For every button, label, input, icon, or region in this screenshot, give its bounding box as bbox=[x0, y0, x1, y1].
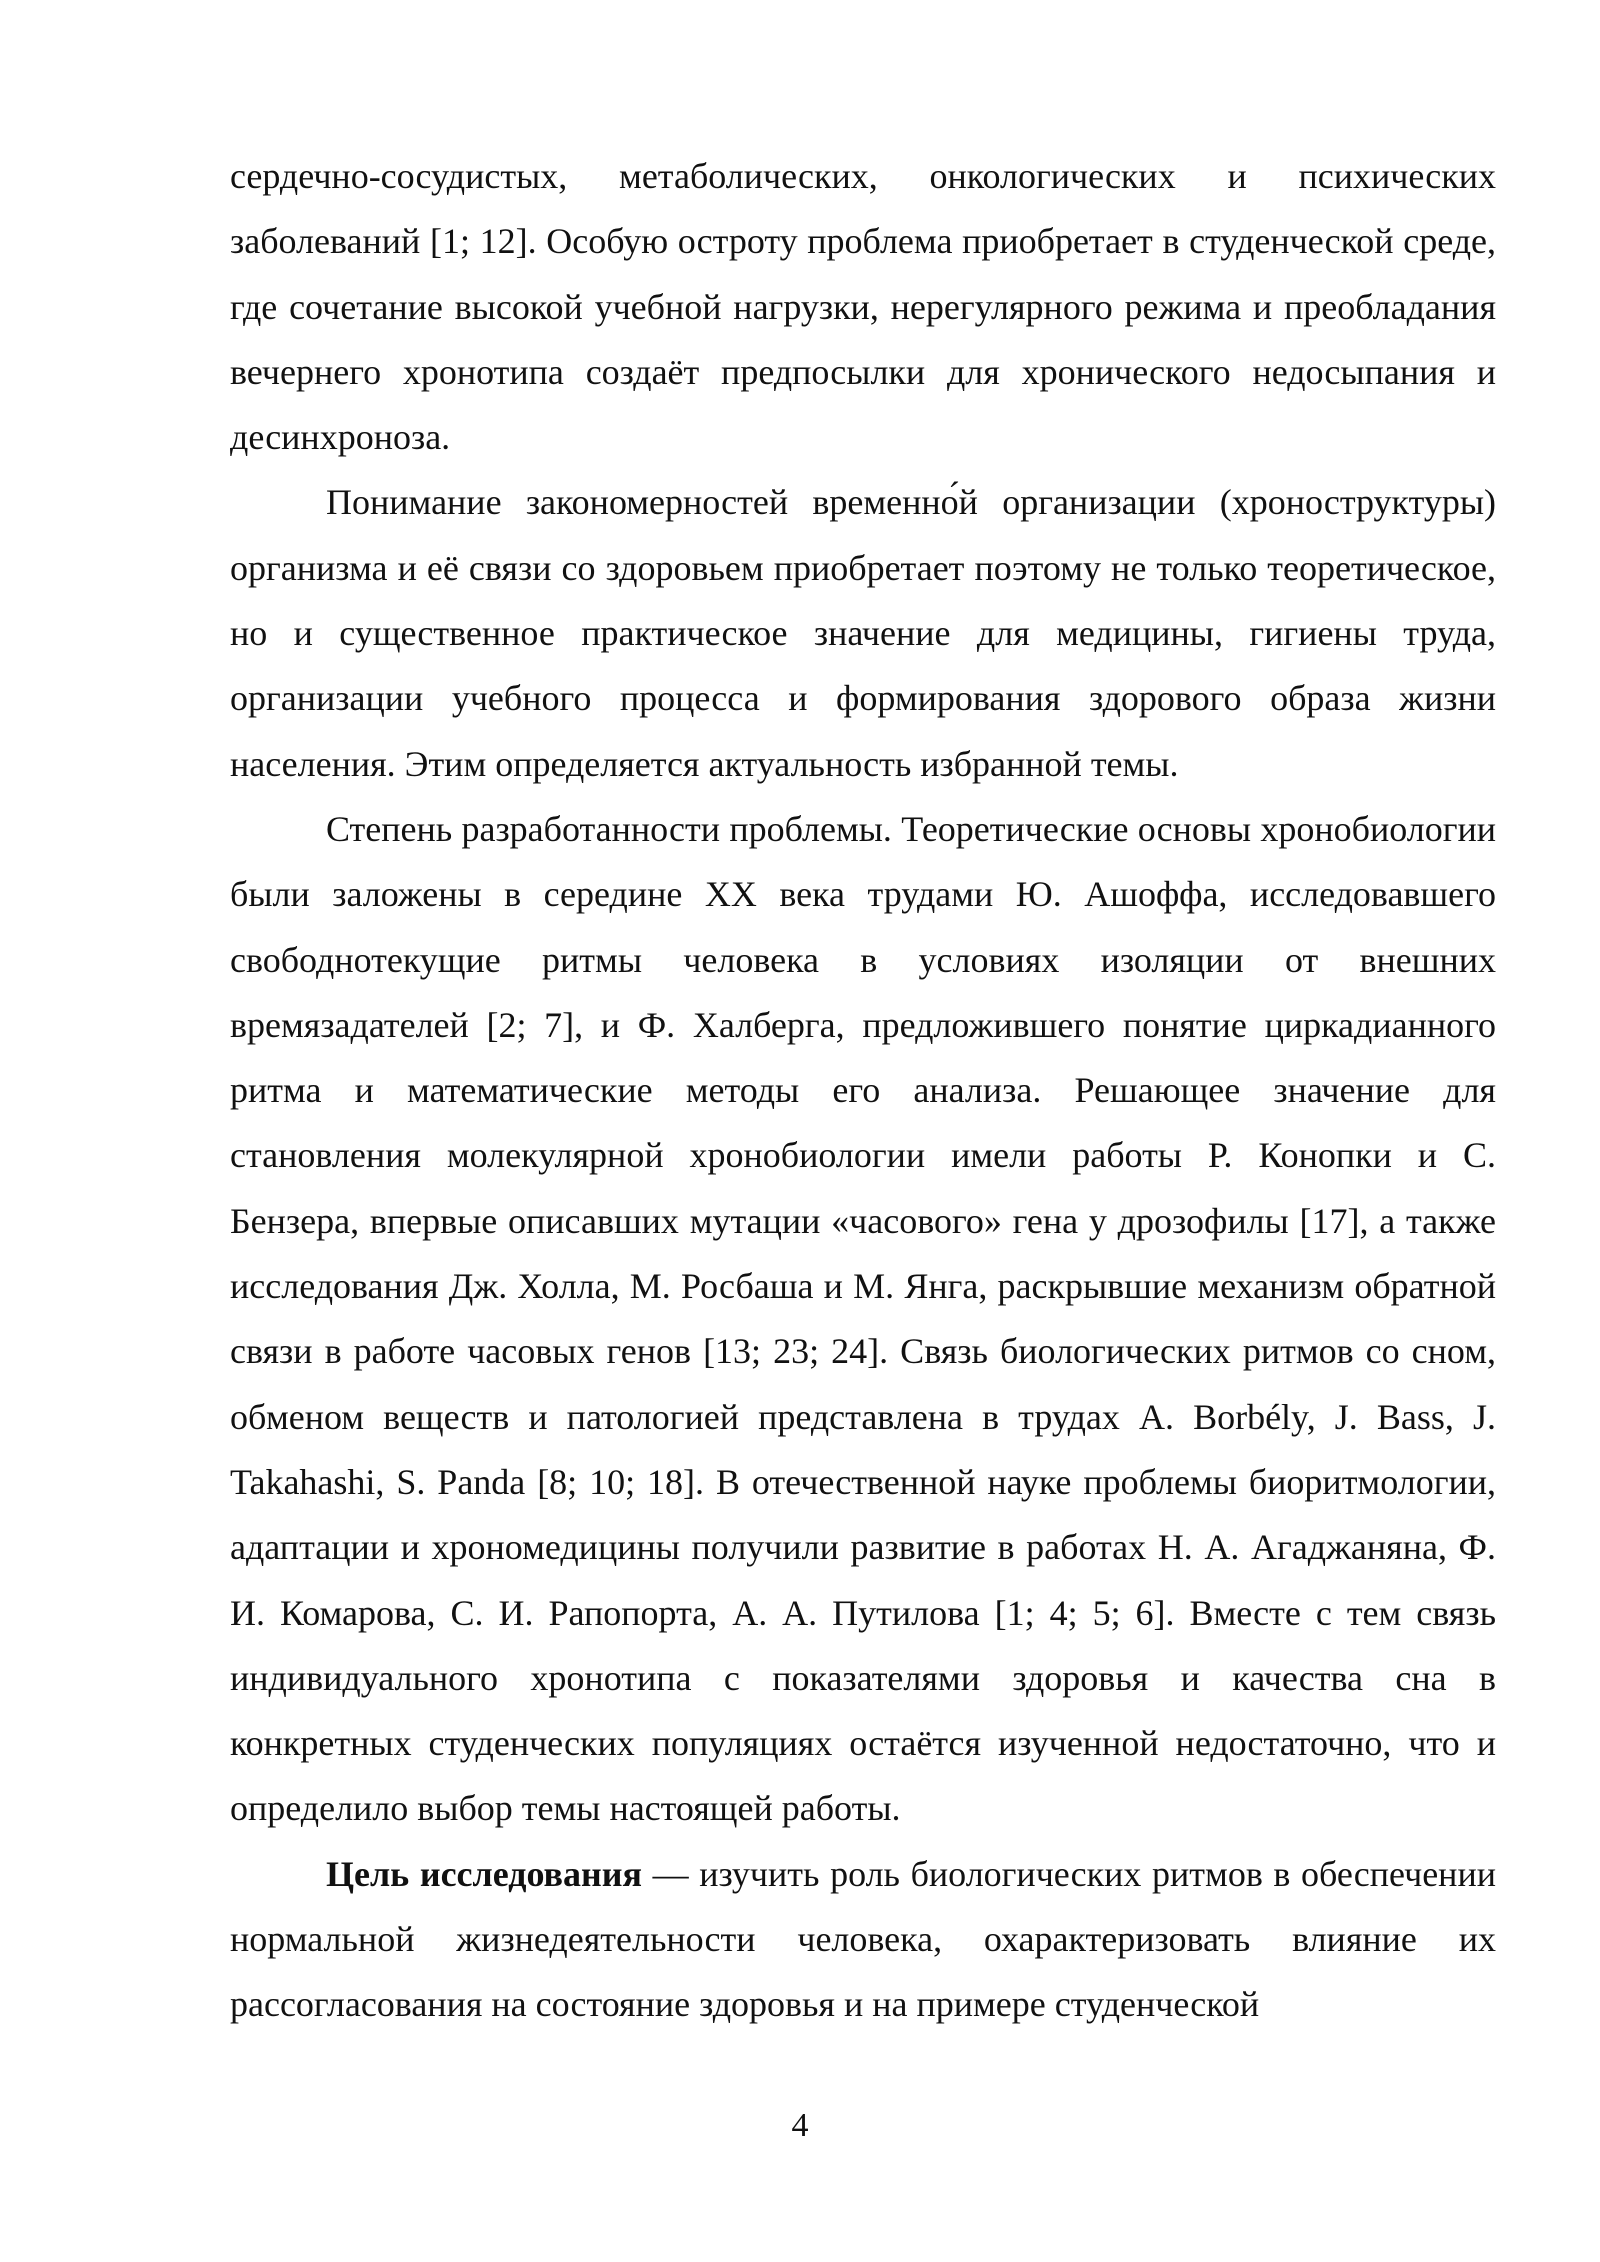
paragraph-research-goal bbox=[230, 1842, 1496, 2038]
paragraph-relevance: Понимание закономерностей временно́й организации (хроноструктуры) организма и её связи со здоровьем приобретает поэтому не только теоретическое, но и существенное практическое значение для медицины, гигиены труда, организации учебного процесса и формирования здорового образа жизни населения. Этим определяется актуальность избранной темы. bbox=[230, 482, 1496, 784]
research-goal-text: — изучить роль биологических ритмов в обеспечении нормальной жизнедеятельности человека, охарактеризовать влияние их рассогласования на состояние здоровья и на примере студенческой bbox=[230, 1853, 1496, 2025]
paragraph-continuation: сердечно-сосудистых, метаболических, онкологических и психических заболеваний [1; 12]. Особую остроту проблема приобретает в студенческой среде, где сочетание высокой учебной нагрузки, нерегулярного режима и преобладания вечернего хронотипа создаёт предпосылки для хронического недосыпания и десинхроноза. bbox=[230, 156, 1496, 458]
research-goal-heading: Цель исследования bbox=[326, 1853, 642, 1894]
body-text bbox=[230, 144, 1496, 2038]
page-number: 4 bbox=[791, 2107, 809, 2144]
paragraph-state-of-research: Степень разработанности проблемы. Теоретические основы хронобиологии были заложены в середине XX века трудами Ю. Ашоффа, исследовавшего свободнотекущие ритмы человека в условиях изоляции от внешних времязадателей [2; 7], и Ф. Халберга, предложившего понятие циркадианного ритма и математические методы его анализа. Решающее значение для становления молекулярной хронобиологии имели работы Р. Конопки и С. Бензера, впервые описавших мутации «часового» гена у дрозофилы [17], а также исследования Дж. Холла, М. Росбаша и М. Янга, раскрывшие механизм обратной связи в работе часовых генов [13; 23; 24]. Связь биологических ритмов со сном, обменом веществ и патологией представлена в трудах A. Borbély, J. Bass, J. Takahashi, S. Panda [8; 10; 18]. В отечественной науке проблемы биоритмологии, адаптации и хрономедицины получили развитие в работах Н. А. Агаджаняна, Ф. И. Комарова, С. И. Рапопорта, А. А. Путилова [1; 4; 5; 6]. Вместе с тем связь индивидуального хронотипа с показателями здоровья и качества сна в конкретных студенческих популяциях остаётся изученной недостаточно, что и определило выбор темы настоящей работы. bbox=[230, 808, 1496, 1829]
